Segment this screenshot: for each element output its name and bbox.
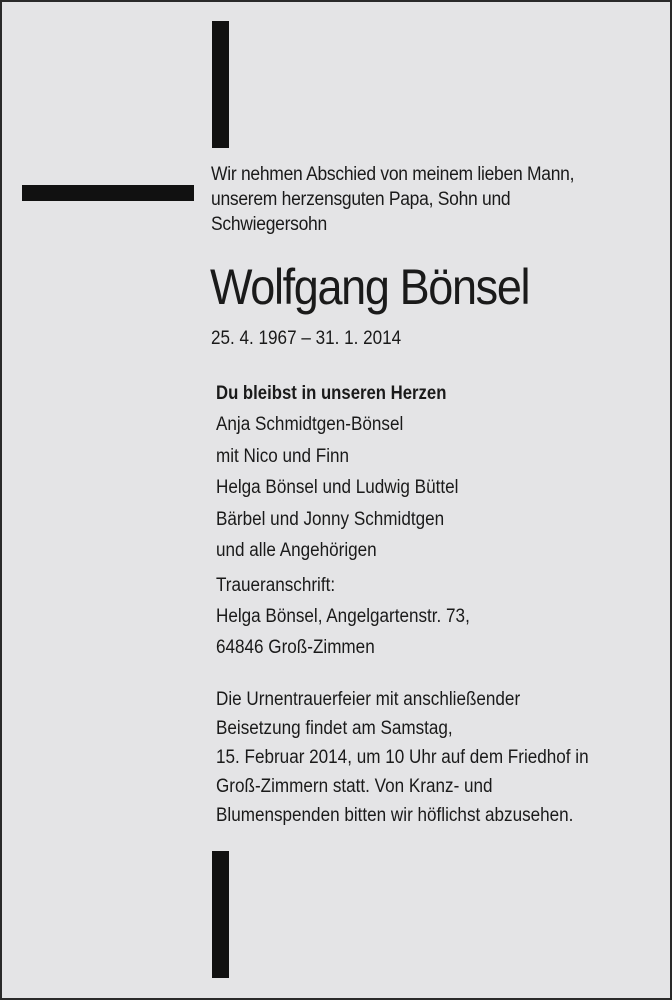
cross-vertical-bottom-bar — [212, 851, 229, 978]
cross-vertical-top-bar — [212, 21, 229, 148]
signer-line: und alle Angehörigen — [216, 540, 377, 561]
address-line: Helga Bönsel, Angelgartenstr. 73, — [216, 606, 470, 627]
signer-line: Helga Bönsel und Ludwig Büttel — [216, 477, 459, 498]
signers-list — [216, 409, 458, 567]
cross-horizontal-bar — [22, 185, 194, 201]
intro-line: unserem herzensguten Papa, Sohn und — [211, 189, 511, 210]
intro-text — [211, 162, 574, 237]
address-line: 64846 Groß-Zimmen — [216, 637, 375, 658]
signer-line: mit Nico und Finn — [216, 445, 350, 467]
service-line: Beisetzung findet am Samstag, — [216, 718, 453, 739]
service-line: Blumenspenden bitten wir höflichst abzusehen. — [216, 805, 574, 826]
life-dates: 25. 4. 1967 – 31. 1. 2014 — [211, 328, 402, 349]
address-label: Traueranschrift: — [216, 575, 336, 596]
service-notice — [216, 685, 589, 830]
service-line: 15. Februar 2014, um 10 Uhr auf dem Friedhof in — [216, 747, 589, 768]
service-line: Die Urnentrauerfeier mit anschließender — [216, 689, 521, 710]
deceased-name: Wolfgang Bönsel — [210, 259, 530, 315]
mourning-address — [216, 570, 470, 663]
service-line: Groß-Zimmern statt. Von Kranz- und — [216, 776, 493, 797]
signer-line: Bärbel und Jonny Schmidtgen — [216, 508, 445, 530]
signer-line: Anja Schmidtgen-Bönsel — [216, 414, 404, 435]
motto-heading: Du bleibst in unseren Herzen — [216, 383, 447, 404]
intro-line: Wir nehmen Abschied von meinem lieben Mann, — [211, 164, 575, 185]
intro-line: Schwiegersohn — [211, 214, 327, 235]
